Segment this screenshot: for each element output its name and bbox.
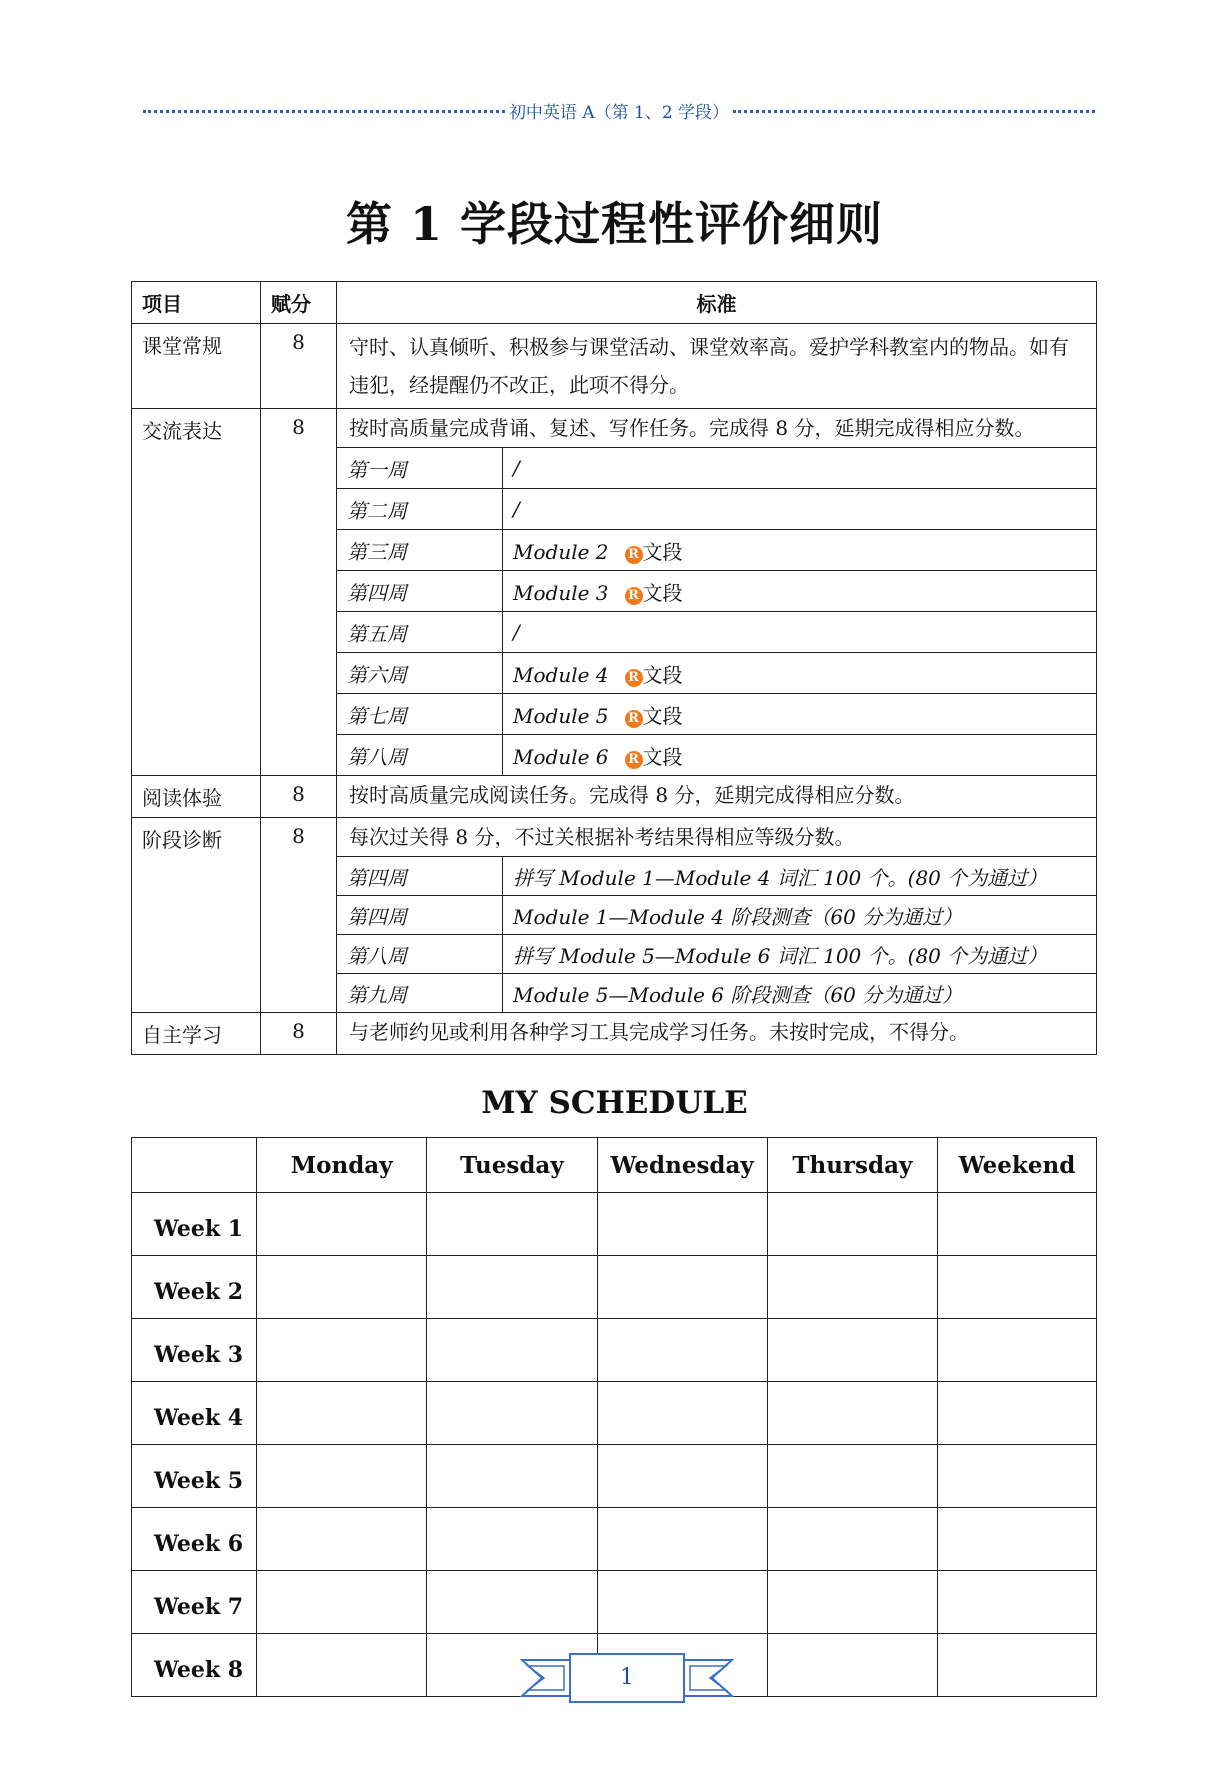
row-item: 阅读体验 (132, 776, 261, 818)
schedule-cell[interactable] (767, 1256, 937, 1319)
schedule-cell[interactable] (767, 1445, 937, 1508)
task-suffix: 文段 (642, 539, 683, 564)
row-standard: 守时、认真倾听、积极参与课堂活动、课堂效率高。爱护学科教室内的物品。如有违犯，经提醒仍不改正，此项不得分。 (349, 335, 1069, 397)
schedule-week-row (132, 1445, 1097, 1508)
schedule-cell[interactable] (257, 1634, 427, 1697)
task-text: Module 6 (513, 744, 609, 769)
schedule-cell[interactable] (767, 1382, 937, 1445)
schedule-cell[interactable] (938, 1508, 1097, 1571)
evaluation-rubric-table (131, 281, 1097, 1055)
week-label: 第四周 (337, 896, 503, 935)
week-row (337, 857, 1096, 896)
week-label: 第四周 (337, 571, 503, 612)
day-header: Thursday (767, 1138, 937, 1193)
week-task: Module 1—Module 4 阶段测查（60 分为通过） (503, 896, 1097, 935)
task-text: / (513, 497, 520, 521)
week-label: 第三周 (337, 530, 503, 571)
row-standard: 按时高质量完成阅读任务。完成得 8 分，延期完成得相应分数。 (349, 783, 915, 807)
row-score: 8 (261, 1013, 337, 1055)
task-text: Module 5 (513, 703, 609, 728)
schedule-cell[interactable] (938, 1571, 1097, 1634)
schedule-cell[interactable] (257, 1445, 427, 1508)
page-number: 1 (620, 1665, 634, 1690)
week-row (337, 974, 1096, 1013)
task-text: / (513, 620, 520, 644)
day-header: Monday (257, 1138, 427, 1193)
week-row (337, 653, 1096, 694)
schedule-cell[interactable] (257, 1508, 427, 1571)
header-dots-right (733, 110, 1095, 113)
week-label: Week 8 (132, 1634, 257, 1697)
recite-mark-icon: R (625, 546, 643, 564)
schedule-cell[interactable] (767, 1634, 937, 1697)
task-text: Module 4 (513, 662, 609, 687)
week-task (503, 571, 1097, 612)
week-label: 第四周 (337, 857, 503, 896)
row-standard: 每次过关得 8 分，不过关根据补考结果得相应等级分数。 (349, 825, 855, 849)
expression-weeks-table (337, 447, 1096, 775)
schedule-cell[interactable] (597, 1571, 767, 1634)
rubric-header-row (132, 282, 1097, 324)
header-item: 项目 (132, 282, 261, 324)
week-label: 第九周 (337, 974, 503, 1013)
week-row (337, 735, 1096, 776)
row-score: 8 (261, 324, 337, 409)
recite-mark-icon: R (625, 669, 643, 687)
rubric-row-reading (132, 776, 1097, 818)
diagnosis-weeks-table (337, 856, 1096, 1012)
day-header: Wednesday (597, 1138, 767, 1193)
row-item: 课堂常规 (132, 324, 261, 409)
schedule-cell[interactable] (427, 1193, 597, 1256)
schedule-cell[interactable] (257, 1256, 427, 1319)
row-item: 阶段诊断 (132, 818, 261, 1013)
header-dots-left (143, 110, 505, 113)
schedule-cell[interactable] (938, 1382, 1097, 1445)
row-item: 自主学习 (132, 1013, 261, 1055)
week-row (337, 896, 1096, 935)
schedule-cell[interactable] (938, 1193, 1097, 1256)
page-title: 第 1 学段过程性评价细则 (345, 197, 884, 251)
schedule-table (131, 1137, 1097, 1697)
schedule-corner-cell (132, 1138, 257, 1193)
week-task (503, 653, 1097, 694)
header-standard: 标准 (337, 282, 1097, 324)
task-suffix: 文段 (642, 744, 683, 769)
schedule-cell[interactable] (938, 1634, 1097, 1697)
week-label: 第二周 (337, 489, 503, 530)
schedule-week-row (132, 1382, 1097, 1445)
schedule-cell[interactable] (767, 1193, 937, 1256)
week-task (503, 612, 1097, 653)
week-label: 第八周 (337, 935, 503, 974)
schedule-cell[interactable] (597, 1445, 767, 1508)
week-label: 第一周 (337, 448, 503, 489)
header-score: 赋分 (261, 282, 337, 324)
row-item: 交流表达 (132, 409, 261, 776)
week-label: 第五周 (337, 612, 503, 653)
row-score: 8 (261, 776, 337, 818)
schedule-cell[interactable] (257, 1571, 427, 1634)
schedule-cell[interactable] (938, 1256, 1097, 1319)
schedule-cell[interactable] (938, 1319, 1097, 1382)
week-task: 拼写 Module 1—Module 4 词汇 100 个。(80 个为通过） (503, 857, 1097, 896)
page-number-ribbon (520, 1650, 734, 1706)
day-header: Weekend (938, 1138, 1097, 1193)
schedule-cell[interactable] (257, 1193, 427, 1256)
rubric-row-diagnosis (132, 818, 1097, 1013)
schedule-cell[interactable] (597, 1193, 767, 1256)
week-label: 第八周 (337, 735, 503, 776)
schedule-cell[interactable] (427, 1382, 597, 1445)
recite-mark-icon: R (625, 587, 643, 605)
row-standard: 按时高质量完成背诵、复述、写作任务。完成得 8 分，延期完成得相应分数。 (349, 416, 1035, 440)
schedule-week-row (132, 1256, 1097, 1319)
schedule-cell[interactable] (938, 1445, 1097, 1508)
week-task (503, 694, 1097, 735)
schedule-cell[interactable] (597, 1319, 767, 1382)
running-header (143, 98, 1095, 123)
schedule-cell[interactable] (427, 1256, 597, 1319)
week-label: Week 2 (132, 1256, 257, 1319)
week-task (503, 489, 1097, 530)
schedule-cell[interactable] (257, 1382, 427, 1445)
task-text: / (513, 456, 520, 480)
schedule-cell[interactable] (597, 1508, 767, 1571)
schedule-cell[interactable] (427, 1571, 597, 1634)
week-task: 拼写 Module 5—Module 6 词汇 100 个。(80 个为通过） (503, 935, 1097, 974)
schedule-cell[interactable] (767, 1508, 937, 1571)
week-task (503, 735, 1097, 776)
week-label: Week 6 (132, 1508, 257, 1571)
schedule-week-row (132, 1319, 1097, 1382)
week-row (337, 530, 1096, 571)
task-text: Module 2 (513, 539, 609, 564)
week-task (503, 530, 1097, 571)
task-suffix: 文段 (642, 662, 683, 687)
week-row (337, 694, 1096, 735)
row-standard: 与老师约见或利用各种学习工具完成学习任务。未按时完成，不得分。 (349, 1020, 969, 1044)
schedule-cell[interactable] (257, 1319, 427, 1382)
task-suffix: 文段 (642, 703, 683, 728)
schedule-week-row (132, 1508, 1097, 1571)
schedule-title: MY SCHEDULE (481, 1085, 748, 1121)
week-row (337, 612, 1096, 653)
recite-mark-icon: R (625, 710, 643, 728)
week-row (337, 448, 1096, 489)
week-label: Week 1 (132, 1193, 257, 1256)
rubric-row-selfstudy (132, 1013, 1097, 1055)
day-header: Tuesday (427, 1138, 597, 1193)
schedule-cell[interactable] (427, 1508, 597, 1571)
recite-mark-icon: R (625, 751, 643, 769)
week-label: Week 5 (132, 1445, 257, 1508)
schedule-cell[interactable] (597, 1382, 767, 1445)
week-label: Week 7 (132, 1571, 257, 1634)
week-label: 第六周 (337, 653, 503, 694)
rubric-row-expression (132, 409, 1097, 776)
schedule-cell[interactable] (767, 1319, 937, 1382)
schedule-week-row (132, 1193, 1097, 1256)
rubric-row-classroom (132, 324, 1097, 409)
schedule-cell[interactable] (767, 1571, 937, 1634)
week-row (337, 935, 1096, 974)
week-label: 第七周 (337, 694, 503, 735)
schedule-cell[interactable] (427, 1445, 597, 1508)
schedule-header-row (132, 1138, 1097, 1193)
week-label: Week 3 (132, 1319, 257, 1382)
row-score: 8 (261, 409, 337, 776)
schedule-cell[interactable] (427, 1319, 597, 1382)
header-text: 初中英语 A（第 1、2 学段） (508, 103, 730, 123)
row-score: 8 (261, 818, 337, 1013)
week-task: Module 5—Module 6 阶段测查（60 分为通过） (503, 974, 1097, 1013)
week-task (503, 448, 1097, 489)
task-text: Module 3 (513, 580, 609, 605)
task-suffix: 文段 (642, 580, 683, 605)
schedule-week-row (132, 1571, 1097, 1634)
schedule-cell[interactable] (597, 1256, 767, 1319)
week-label: Week 4 (132, 1382, 257, 1445)
week-row (337, 571, 1096, 612)
week-row (337, 489, 1096, 530)
